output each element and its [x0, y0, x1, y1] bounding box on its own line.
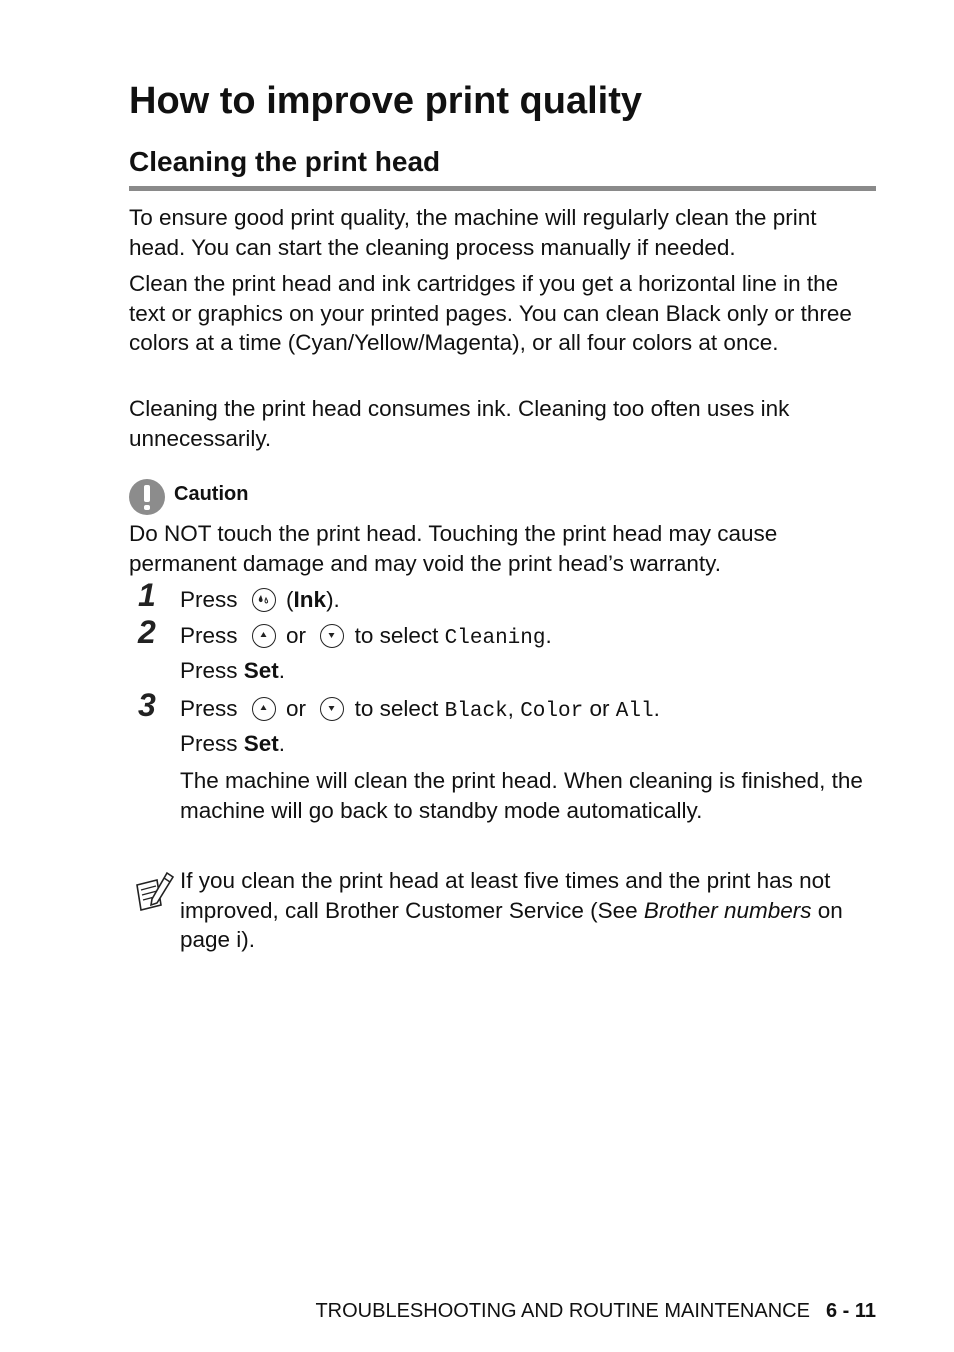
press-text: Press [180, 623, 238, 648]
step-3-result: The machine will clean the print head. When cleaning is finished, the machine will go back to standby mode automatically. [180, 768, 863, 823]
press-text: Press [180, 696, 238, 721]
option-all: All [615, 700, 654, 723]
step-3-line: Press or to select Black, Color or All. [180, 696, 660, 723]
section-divider [129, 186, 876, 191]
page-number: 6 - 11 [825, 1300, 876, 1322]
footer-section: TROUBLESHOOTING AND ROUTINE MAINTENANCE [315, 1300, 810, 1322]
ink-key-icon [252, 588, 276, 612]
section-title: Cleaning the print head [129, 146, 441, 177]
ink-key-label: Ink [293, 587, 327, 612]
note-pencil-icon [133, 869, 177, 915]
down-arrow-key-icon [320, 624, 344, 648]
up-arrow-key-icon [252, 697, 276, 721]
press-set-line: Press Set. [180, 731, 286, 756]
consumes-ink-paragraph: Cleaning the print head consumes ink. Cleaning too often uses ink unnecessarily. [129, 396, 790, 451]
step-1-line: Press (Ink). [180, 587, 340, 612]
option-color: Color [520, 700, 584, 723]
to-select-text: to select [354, 696, 439, 721]
or-text: or [286, 696, 307, 721]
set-key-label: Set [243, 731, 279, 756]
note-text: If you clean the print head at least five times and the print has not improved, call Brother Customer Service (See Brother numbers on page i). [180, 868, 843, 952]
step-number: 3 [138, 687, 156, 723]
caution-text: Do NOT touch the print head. Touching the print head may cause permanent damage and may void the print head’s warranty. [129, 521, 778, 576]
step-number: 1 [138, 577, 156, 613]
down-arrow-key-icon [320, 697, 344, 721]
clean-paragraph: Clean the print head and ink cartridges if you get a horizontal line in the text or graphics on your printed pages. You can clean Black only or three colors at a time (Cyan/Yellow/Magenta), or all four colors at once. [129, 271, 852, 355]
option-cleaning: Cleaning [444, 627, 546, 650]
caution-label: Caution [174, 483, 249, 505]
brother-numbers-reference: Brother numbers [643, 897, 812, 923]
to-select-text: to select [354, 623, 439, 648]
page-title: How to improve print quality [129, 80, 643, 122]
page-footer [300, 1300, 876, 1323]
set-key-label: Set [243, 658, 279, 683]
option-black: Black [444, 700, 508, 723]
step-2-line: Press or to select Cleaning. [180, 623, 552, 650]
press-set-line: Press Set. [180, 658, 286, 683]
step-number: 2 [138, 614, 156, 650]
or-text: or [286, 623, 307, 648]
caution-exclamation-icon [129, 479, 165, 515]
press-text: Press [180, 587, 238, 612]
intro-paragraph: To ensure good print quality, the machine will regularly clean the print head. You can start the cleaning process manually if needed. [129, 205, 817, 260]
up-arrow-key-icon [252, 624, 276, 648]
